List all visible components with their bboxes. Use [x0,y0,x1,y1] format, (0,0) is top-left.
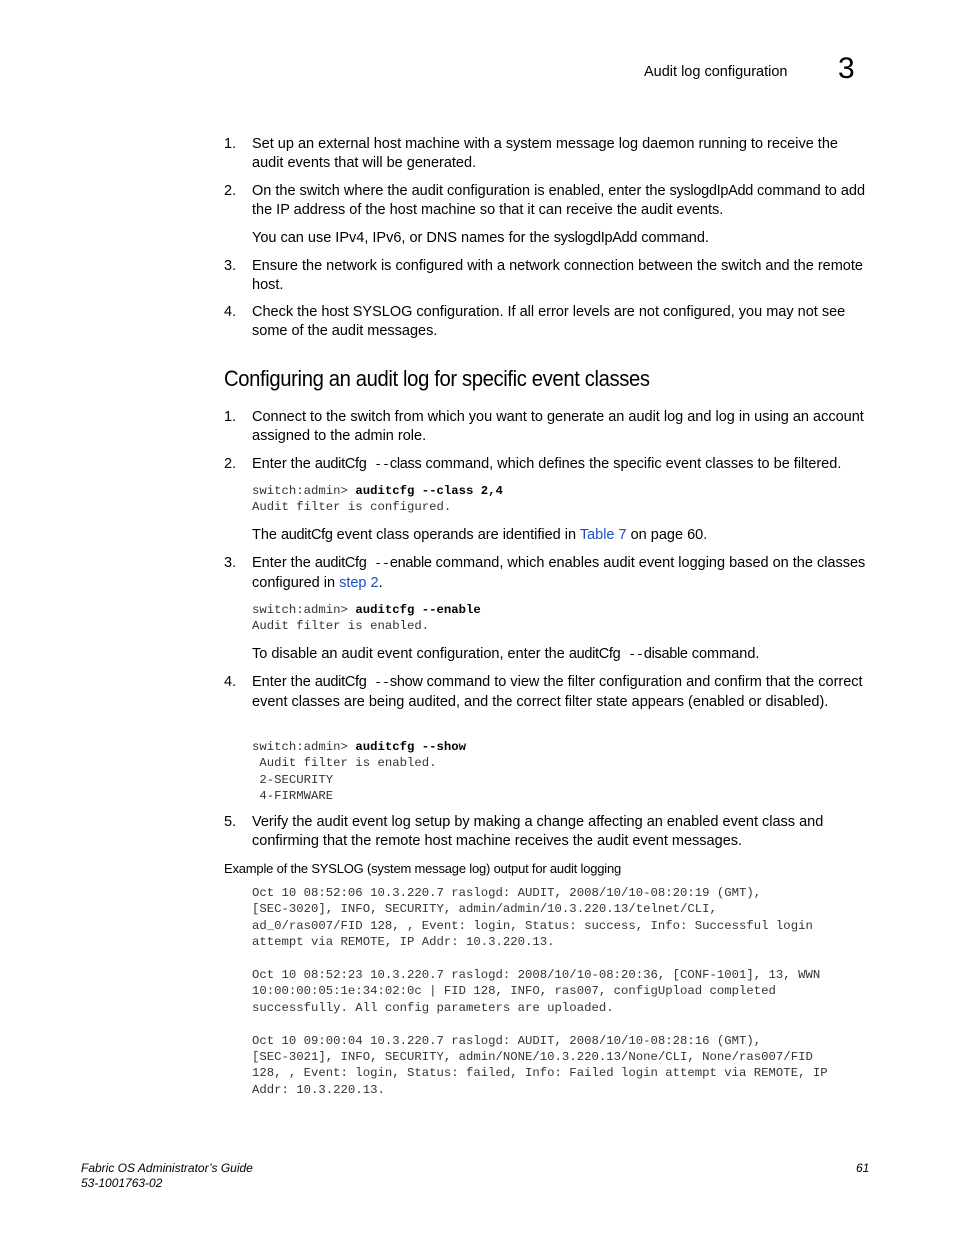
step-number: 2. [224,456,237,472]
page-number: 61 [856,1161,870,1175]
step-text: Check the host SYSLOG configuration. If all error levels are not configured, you may not see some of the audit messages. [252,304,846,339]
command-option: disable [643,646,688,662]
intro-step-2-note: You can use IPv4, IPv6, or DNS names for the syslogdIpAdd command. [252,230,709,246]
step-text: Enter the auditCfg --show command to view the filter configuration and confirm that the correct event classes are being audited, and the correct filter state appears (enabled or disabled). [252,674,863,710]
code-example-show: switch:admin> auditcfg --show Audit filter is enabled. 2-SECURITY 4-FIRMWARE [252,740,467,804]
command-name: auditCfg [281,527,333,543]
code-output: Audit filter is enabled. [252,619,430,634]
example-heading: Example of the SYSLOG (system message log) output for audit logging [224,861,622,876]
section-step-3-note: To disable an audit event configuration, enter the auditCfg --disable command. [252,646,760,662]
chapter-number: 3 [838,52,855,85]
step-text: Set up an external host machine with a system message log daemon running to receive the audit events that will be generated. [252,136,838,171]
step-2-link[interactable]: step 2 [339,574,379,591]
command-name: auditCfg [314,555,367,571]
step-number: 2. [224,183,237,199]
step-text: Connect to the switch from which you want to generate an audit log and log in using an account assigned to the admin role. [252,409,864,444]
section-step-2 [224,455,869,475]
footer-doc-number: 53-1001763-02 [81,1176,163,1190]
step-number: 1. [224,409,237,425]
step-number: 5. [224,814,237,830]
step-text: Enter the auditCfg --class command, which defines the specific event classes to be filtered. [252,456,842,472]
section-heading: Configuring an audit log for specific event classes [224,366,650,391]
table-7-link[interactable]: Table 7 [579,527,627,543]
code-output: Audit filter is configured. [252,500,452,515]
step-text: Ensure the network is configured with a network connection between the switch and the remote host. [252,258,863,293]
section-step-4 [224,673,869,712]
intro-step-4 [224,303,869,341]
section-step-2-note: The auditCfg event class operands are identified in Table 7 on page 60. [252,527,708,543]
step-number: 3. [224,258,237,274]
step-number: 4. [224,674,237,690]
code-example-enable: switch:admin> auditcfg --enable Audit filter is enabled. [252,603,481,634]
step-number: 4. [224,304,237,320]
step-text: Verify the audit event log setup by making a change affecting an enabled event class and confirming that the remote host machine receives the audit event messages. [252,814,824,849]
command-option: class [389,456,422,472]
section-step-1 [224,408,869,446]
command-option: enable [389,555,432,571]
code-output: Audit filter is enabled. 2-SECURITY 4-FIRMWARE [259,756,437,804]
step-text: Enter the auditCfg --enable command, which enables audit event logging based on the classes configured in step 2. [252,555,866,591]
step-number: 3. [224,555,237,571]
syslog-output-example: Oct 10 08:52:06 10.3.220.7 raslogd: AUDIT, 2008/10/10-08:20:19 (GMT), [SEC-3020], INFO, SECURITY, admin/admin/10.3.220.13/telnet/CLI, ad_0/ras007/FID 128, , Event: login, Status: success, Info: Successful login attempt via REMOTE, IP Addr: 10.3.220.13. Oct 10 08:52:23 10.3.220.7 raslogd: 2008/10/10-08:20:36, [CONF-1001], 13, WWN 10:00:00:05:1e:34:02:0c | FID 128, INFO, ras007, configUpload completed successfully. All config parameters are uploaded. Oct 10 09:00:04 10.3.220.7 raslogd: AUDIT, 2008/10/10-08:28:16 (GMT), [SEC-3021], INFO, SECURITY, admin/NONE/10.3.220.13/None/CLI, None/ras007/FID 128, , Event: login, Status: failed, Info: Failed login attempt via REMOTE, IP Addr: 10.3.220.13. [252,886,828,1097]
intro-step-3 [224,257,869,295]
running-header-title: Audit log configuration [644,64,788,80]
footer-book-info [81,1161,253,1191]
code-example-class: switch:admin> auditcfg --class 2,4 Audit filter is configured. [252,484,503,515]
code-command: auditcfg --show [355,740,467,754]
code-command: auditcfg --class 2,4 [355,484,503,498]
intro-step-1 [224,135,869,173]
intro-step-2 [224,182,869,220]
command-name: auditCfg [314,674,367,690]
step-number: 1. [224,136,237,152]
footer-book-title: Fabric OS Administrator’s Guide [81,1161,253,1175]
step-text: On the switch where the audit configuration is enabled, enter the syslogdIpAdd command to add the IP address of the host machine so that it can receive the audit events. [252,183,866,218]
section-step-3 [224,554,869,593]
command-name: syslogdIpAdd [669,183,754,199]
command-name: auditCfg [568,646,621,662]
command-name: auditCfg [314,456,367,472]
section-step-5 [224,813,869,851]
command-option: show [389,674,423,690]
command-name: syslogdIpAdd [553,230,638,246]
code-command: auditcfg --enable [355,603,481,617]
